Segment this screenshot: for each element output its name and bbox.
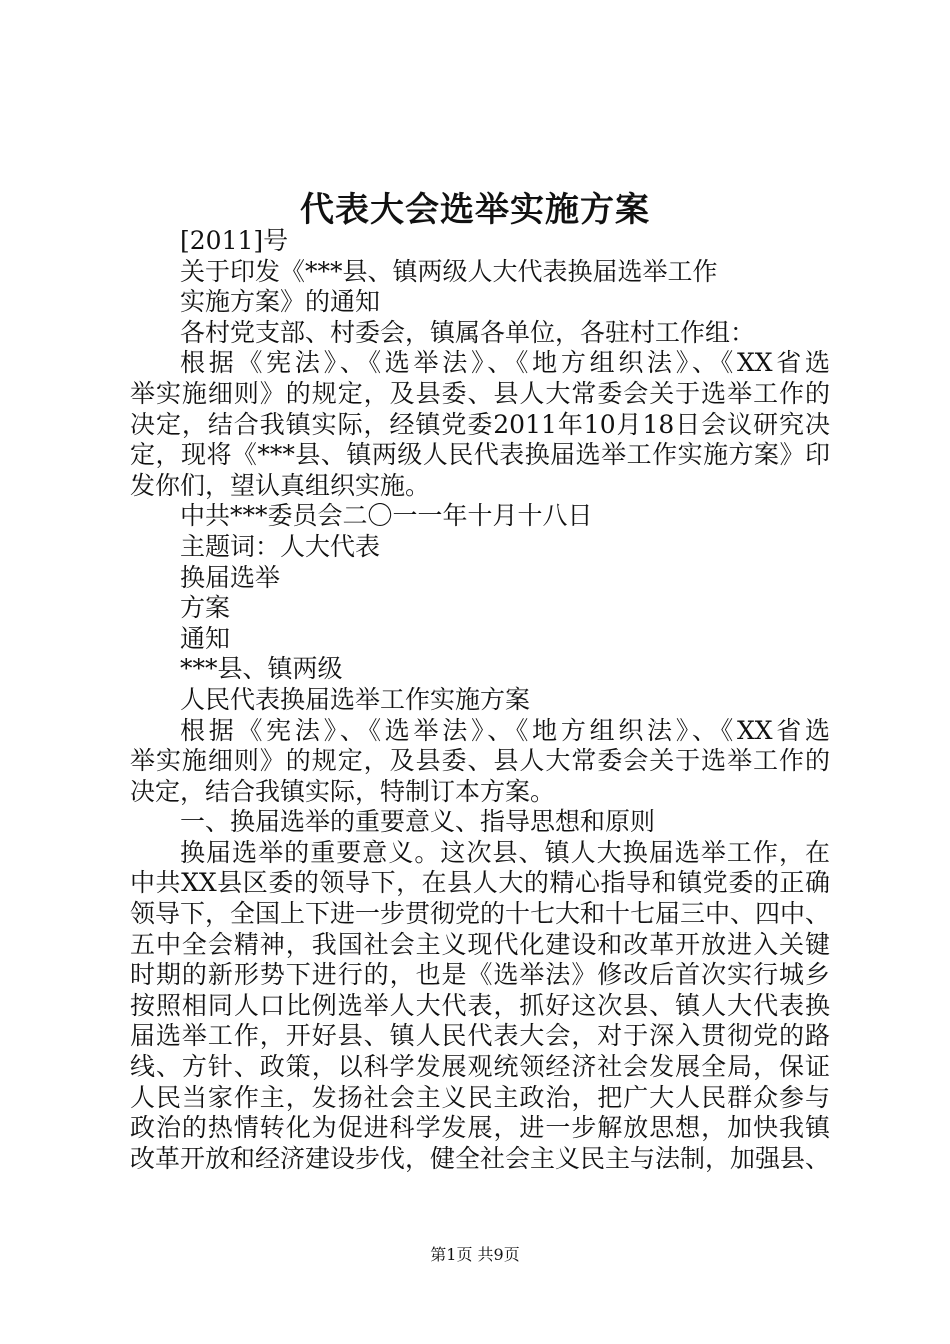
document-body bbox=[130, 226, 830, 1174]
text-line: 换届选举的重要意义。这次县、镇人大换届选举工作，在 bbox=[180, 837, 830, 867]
text-line: 实施方案》的通知 bbox=[180, 287, 381, 317]
text-line: 方案 bbox=[180, 593, 231, 623]
text-line: 各村党支部、村委会，镇属各单位，各驻村工作组： bbox=[180, 317, 756, 347]
text-line: 改革开放和经济建设步伐，健全社会主义民主与法制，加强县、 bbox=[130, 1143, 830, 1173]
text-line: 一、换届选举的重要意义、指导思想和原则 bbox=[180, 807, 656, 837]
text-line: 举实施细则》的规定，及县委、县人大常委会关于选举工作的 bbox=[130, 378, 830, 408]
text-line: 根据《宪法》、《选举法》、《地方组织法》、《XX省选 bbox=[180, 715, 830, 745]
document-title: 代表大会选举实施方案 bbox=[300, 190, 650, 230]
text-line: 时期的新形势下进行的，也是《选举法》修改后首次实行城乡 bbox=[130, 960, 830, 990]
text-line: 中共***委员会二〇一一年十月十八日 bbox=[180, 501, 593, 531]
text-line: 人民当家作主，发扬社会主义民主政治，把广大人民群众参与 bbox=[130, 1082, 830, 1112]
text-line: 届选举工作，开好县、镇人民代表大会，对于深入贯彻党的路 bbox=[130, 1021, 830, 1051]
text-line: 决定，结合我镇实际，特制订本方案。 bbox=[130, 776, 556, 806]
text-line: 中共XX县区委的领导下，在县人大的精心指导和镇党委的正确 bbox=[130, 868, 830, 898]
text-line: 五中全会精神，我国社会主义现代化建设和改革开放进入关键 bbox=[130, 929, 830, 959]
text-line: [2011]号 bbox=[180, 226, 289, 255]
text-line: 举实施细则》的规定，及县委、县人大常委会关于选举工作的 bbox=[130, 746, 830, 776]
text-line: 换届选举 bbox=[180, 562, 281, 592]
text-line: 人民代表换届选举工作实施方案 bbox=[180, 684, 531, 714]
text-line: 领导下，全国上下进一步贯彻党的十七大和十七届三中、四中、 bbox=[130, 899, 830, 929]
text-line: 根据《宪法》、《选举法》、《地方组织法》、《XX省选 bbox=[180, 348, 830, 378]
text-line: 主题词：人大代表 bbox=[180, 531, 381, 561]
text-line: 政治的热情转化为促进科学发展，进一步解放思想，加快我镇 bbox=[130, 1113, 830, 1143]
text-line: 发你们，望认真组织实施。 bbox=[130, 470, 431, 500]
text-line: 关于印发《***县、镇两级人大代表换届选举工作 bbox=[180, 256, 718, 286]
text-line: 通知 bbox=[180, 623, 231, 653]
text-line: ***县、镇两级 bbox=[180, 654, 343, 684]
page-footer: 第1页 共9页 bbox=[430, 1245, 520, 1264]
text-line: 按照相同人口比例选举人大代表，抓好这次县、镇人大代表换 bbox=[130, 990, 830, 1020]
text-line: 决定，结合我镇实际，经镇党委2011年10月18日会议研究决 bbox=[130, 409, 830, 439]
text-line: 线、方针、政策，以科学发展观统领经济社会发展全局，保证 bbox=[130, 1052, 830, 1082]
text-line: 定，现将《***县、镇两级人民代表换届选举工作实施方案》印 bbox=[130, 440, 830, 470]
